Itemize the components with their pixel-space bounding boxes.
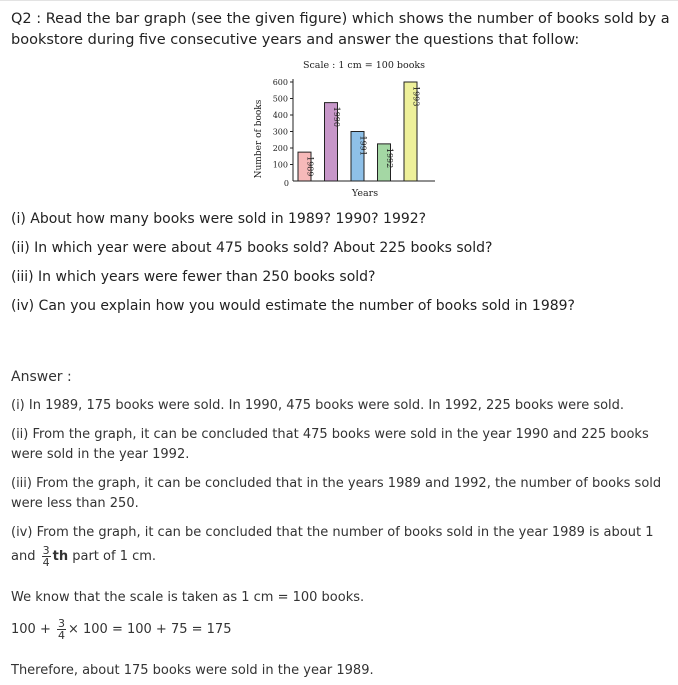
y-tick-label: 100: [272, 160, 288, 170]
calc-fraction-denominator: 4: [57, 629, 65, 642]
question-part-iv: (iv) Can you explain how you would estimate the number of books sold in 1989?: [11, 298, 575, 314]
calc-fraction-numerator: 3: [57, 617, 65, 630]
bar-label-1991: 1991: [358, 135, 368, 156]
answer-calculation: [11, 618, 675, 641]
question-text: [11, 9, 671, 51]
x-axis-label: Years: [351, 188, 379, 199]
calc-left: 100 +: [11, 622, 51, 637]
answer-iv-and: and: [11, 549, 36, 564]
question-part-iii: (iii) In which years were fewer than 250 books sold?: [11, 269, 376, 285]
answer-iv-fraction-line: [11, 545, 675, 568]
question-prefix: Q2 :: [11, 11, 42, 27]
calc-right: × 100 = 100 + 75 = 175: [67, 622, 232, 637]
bar-label-1990: 1990: [332, 106, 341, 127]
answer-iv-th: th: [52, 549, 69, 564]
y-tick-label: 0: [283, 179, 289, 188]
y-axis-label: Number of books: [254, 99, 264, 179]
top-divider: [0, 0, 678, 1]
answer-ii: (ii) From the graph, it can be concluded that 475 books were sold in the year 1990 and 225 books were sold in the year 1992.: [11, 427, 649, 462]
answer-i: (i) In 1989, 175 books were sold. In 1990, 475 books were sold. In 1992, 225 books were sold.: [11, 398, 625, 413]
question-part-ii: (ii) In which year were about 475 books sold? About 225 books sold?: [11, 240, 493, 256]
answer-scale: We know that the scale is taken as 1 cm = 100 books.: [11, 590, 365, 605]
y-tick-label: 200: [272, 144, 288, 153]
y-tick-label: 300: [272, 127, 288, 137]
fraction-numerator: 3: [42, 544, 50, 557]
answer-iv-end: part of 1 cm.: [72, 549, 157, 564]
fraction-three-quarters: [42, 545, 51, 568]
calc-fraction: [57, 618, 66, 641]
bar-label-1993: 1993: [411, 86, 421, 107]
chart-title: Scale : 1 cm = 100 books: [302, 60, 426, 71]
y-tick-label: 400: [272, 111, 288, 120]
y-tick-label: 500: [272, 94, 288, 104]
answer-iii: (iii) From the graph, it can be concluded that in the years 1989 and 1992, the number of books sold were less than 250.: [11, 476, 662, 511]
answer-conclusion: Therefore, about 175 books were sold in the year 1989.: [11, 663, 374, 678]
bar-label-1992: 1992: [385, 147, 394, 169]
question-part-i: (i) About how many books were sold in 1989? 1990? 1992?: [11, 211, 427, 227]
bar-chart: [250, 54, 440, 204]
question-body: Read the bar graph (see the given figure) which shows the number of books sold by a bookstore during five consecutive years and answer the questions that follow:: [11, 11, 670, 48]
y-tick-label: 600: [272, 78, 288, 87]
fraction-denominator: 4: [42, 556, 50, 569]
answer-heading: Answer :: [11, 369, 72, 385]
answer-iv: (iv) From the graph, it can be concluded that the number of books sold in the year 1989 is about 1: [11, 525, 654, 540]
bar-label-1989: 1989: [305, 156, 315, 177]
